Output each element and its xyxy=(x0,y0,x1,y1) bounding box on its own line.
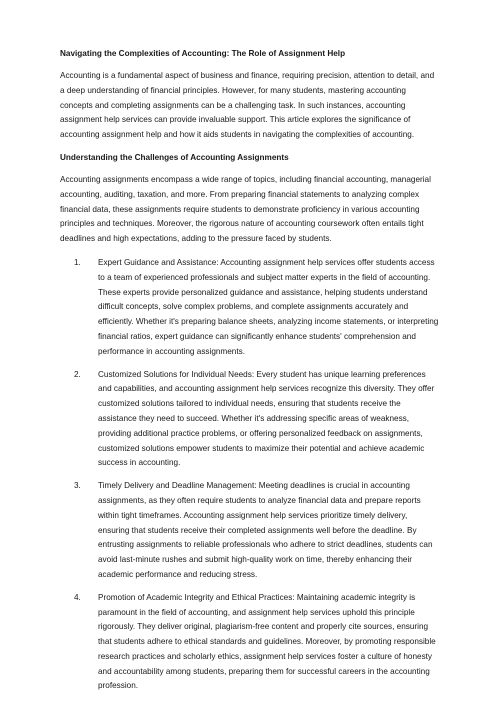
list-item xyxy=(60,591,440,695)
list-item-text: Expert Guidance and Assistance: Accounting assignment help services offer students access to a team of experienced professionals and subject matter experts in the field of accounting. These experts provide personalized guidance and assistance, helping students understand difficult concepts, solve complex problems, and complete assignments accurately and efficiently. Whether it's preparing balance sheets, analyzing income statements, or interpreting financial ratios, expert guidance can significantly enhance students' comprehension and performance in accounting assignments. xyxy=(98,257,439,356)
list-item xyxy=(60,256,440,360)
list-item-text: Customized Solutions for Individual Needs: Every student has unique learning preferences and capabilities, and accounting assignment help services recognize this diversity. They offer customized solutions tailored to individual needs, ensuring that students receive the assistance they need to succeed. Whether it's addressing specific areas of weakness, providing additional practice problems, or offering personalized feedback on assignments, customized solutions empower students to maximize their potential and achieve academic success in accounting. xyxy=(98,369,435,468)
list-item xyxy=(60,479,440,583)
list-item-number: 3. xyxy=(74,481,81,491)
list-item-number: 4. xyxy=(74,592,81,602)
list-item xyxy=(60,368,440,472)
list-item-text: Timely Delivery and Deadline Management: Meeting deadlines is crucial in accounting assignments, as they often require students to analyze financial data and prepare reports within tight timeframes. Accounting assignment help services prioritize timely delivery, ensuring that students receive their completed assignments well before the deadline. By entrusting assignments to reliable professionals who adhere to strict deadlines, students can avoid last-minute rushes and submit high-quality work on time, thereby enhancing their academic performance and reducing stress. xyxy=(98,481,433,579)
intro-paragraph: Accounting is a fundamental aspect of business and finance, requiring precision, attention to detail, and a deep understanding of financial principles. However, for many students, mastering accounting concepts and completing assignments can be a challenging task. In such instances, accounting assignment help services can provide invaluable support. This article explores the significance of accounting assignment help and how it aids students in navigating the complexities of accounting. xyxy=(60,71,435,140)
document-page xyxy=(60,48,440,702)
section-paragraph: Accounting assignments encompass a wide range of topics, including financial accounting, managerial accounting, auditing, taxation, and more. From preparing financial statements to analyzing complex financial data, these assignments require students to demonstrate proficiency in various accounting principles and techniques. Moreover, the rigorous nature of accounting coursework often entails tight deadlines and high expectations, adding to the pressure faced by students. xyxy=(60,174,431,244)
numbered-list xyxy=(60,256,440,694)
list-item-text: Promotion of Academic Integrity and Ethical Practices: Maintaining academic integrity is paramount in the field of accounting, and assignment help services uphold this principle rigorously. They deliver original, plagiarism-free content and properly cite sources, ensuring that students adhere to ethical standards and guidelines. Moreover, by promoting responsible research practices and scholarly ethics, assignment help services foster a culture of honesty and accountability among students, preparing them for successful careers in the accounting profession. xyxy=(98,592,436,691)
section-heading: Understanding the Challenges of Accounting Assignments xyxy=(60,152,289,162)
list-item-number: 2. xyxy=(74,369,81,379)
list-item-number: 1. xyxy=(74,257,81,267)
document-title: Navigating the Complexities of Accounting: The Role of Assignment Help xyxy=(60,49,346,58)
